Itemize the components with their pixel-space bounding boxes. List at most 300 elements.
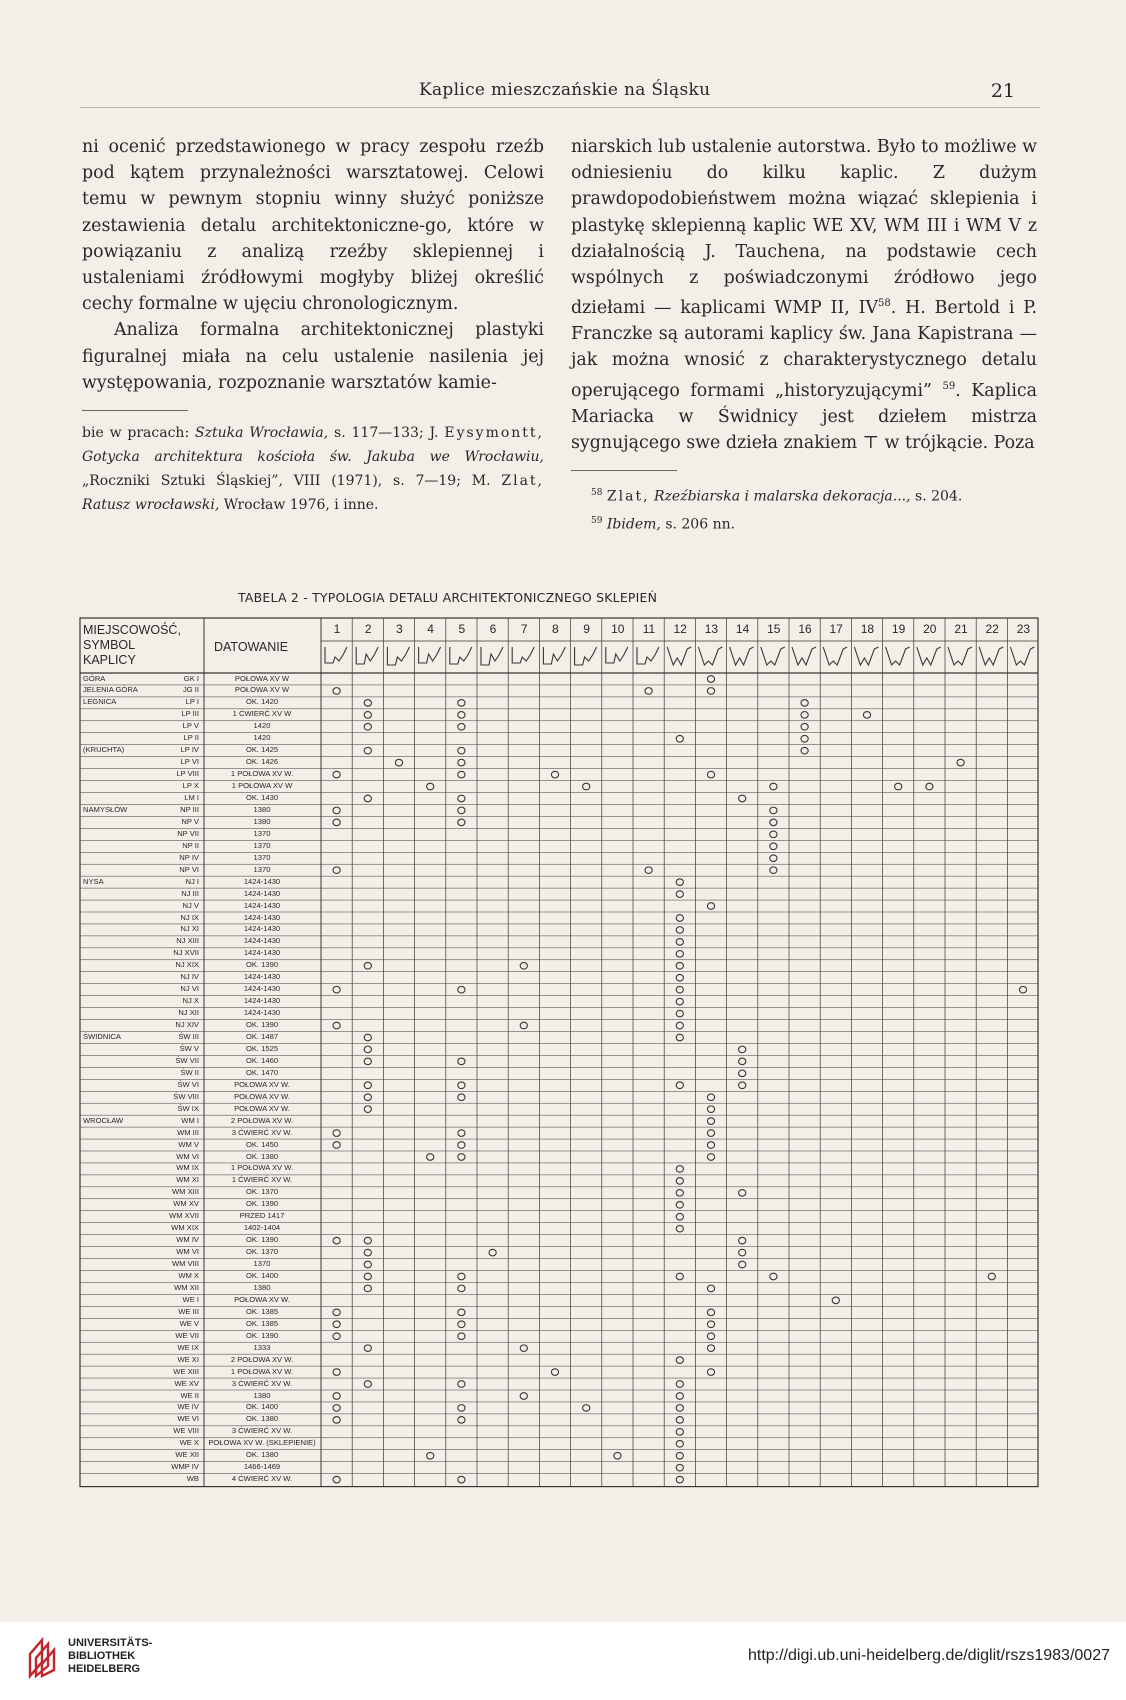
occurrence-mark: [739, 1190, 746, 1197]
row-dating: 1424-1430: [243, 1008, 281, 1018]
occurrence-mark: [333, 771, 340, 778]
occurrence-mark: [676, 915, 683, 922]
molding-profile-icon: [1010, 647, 1034, 665]
row-location: ŚWIDNICA: [83, 1032, 121, 1041]
occurrence-mark: [707, 1309, 714, 1316]
row-dating: POŁOWA XV W.: [234, 1091, 290, 1101]
row-dating: 1402-1404: [243, 1223, 281, 1233]
row-symbol: WM V: [178, 1139, 199, 1149]
row-dating: 3 ĆWIERĆ XV W.: [231, 1378, 293, 1388]
row-symbol: NP II: [182, 840, 199, 850]
occurrence-mark: [707, 1285, 714, 1292]
occurrence-mark: [333, 1130, 340, 1137]
row-symbol: WM X: [178, 1271, 199, 1280]
row-symbol: WE XIII: [173, 1366, 199, 1376]
row-symbol: NJ XVII: [173, 948, 199, 958]
row-symbol: WE VII: [175, 1330, 199, 1340]
column-number: 15: [767, 622, 781, 636]
occurrence-mark: [364, 795, 371, 802]
row-dating: 1370: [253, 840, 271, 850]
occurrence-mark: [770, 1273, 777, 1280]
row-dating: OK. 1380: [245, 1414, 279, 1424]
occurrence-mark: [770, 783, 777, 790]
row-symbol: WE X: [179, 1438, 199, 1448]
occurrence-mark: [676, 998, 683, 1005]
occurrence-mark: [458, 759, 465, 766]
row-dating: OK. 1425: [245, 745, 279, 755]
column-number: 6: [489, 622, 497, 636]
occurrence-mark: [676, 951, 683, 958]
occurrence-mark: [801, 747, 808, 754]
occurrence-mark: [458, 1082, 465, 1089]
occurrence-mark: [707, 1142, 714, 1149]
molding-profile-icon: [481, 647, 503, 665]
molding-profile-icon: [698, 647, 722, 665]
occurrence-mark: [895, 783, 902, 790]
occurrence-mark: [614, 1452, 621, 1459]
occurrence-mark: [583, 783, 590, 790]
occurrence-mark: [520, 1022, 527, 1029]
occurrence-mark: [676, 927, 683, 934]
molding-profile-icon: [667, 647, 691, 665]
column-number: 22: [985, 622, 999, 636]
column-number: 23: [1016, 622, 1031, 636]
row-location: NAMYSŁÓW: [83, 804, 128, 814]
row-dating: OK. 1487: [245, 1032, 279, 1041]
occurrence-mark: [739, 1070, 746, 1077]
occurrence-mark: [739, 1058, 746, 1065]
row-dating: 1333: [253, 1342, 271, 1352]
row-dating: POŁOWA XV W.: [234, 1103, 290, 1113]
row-dating: 2 POŁOWA XV W.: [230, 1354, 294, 1364]
occurrence-mark: [707, 1154, 714, 1161]
row-dating: OK. 1426: [245, 757, 279, 767]
row-symbol: WM XII: [174, 1282, 199, 1292]
source-url[interactable]: http://digi.ub.uni-heidelberg.de/diglit/rszs1983/0027: [747, 1647, 1110, 1664]
row-dating: 3 ĆWIERĆ XV W.: [231, 1127, 293, 1137]
occurrence-mark: [458, 795, 465, 802]
column-number: 9: [583, 622, 590, 636]
occurrence-mark: [676, 974, 683, 981]
occurrence-mark: [707, 1321, 714, 1328]
row-dating: 1424-1430: [243, 948, 281, 958]
row-dating: 1466-1469: [243, 1462, 281, 1472]
row-dating: POŁOWA XV W.: [234, 1079, 290, 1089]
row-symbol: NP VII: [177, 828, 199, 838]
occurrence-mark: [364, 712, 371, 719]
molding-profile-icon: [450, 647, 472, 664]
occurrence-mark: [707, 903, 714, 910]
occurrence-mark: [707, 1345, 714, 1352]
row-location: JELENIA GÓRA: [83, 685, 138, 695]
row-symbol: WM XI: [176, 1175, 199, 1185]
footnote-ref-58[interactable]: 58: [878, 298, 891, 310]
row-symbol: LP V: [182, 721, 199, 731]
molding-profile-icon: [387, 647, 409, 665]
occurrence-mark: [551, 1369, 558, 1376]
column-number: 17: [829, 622, 843, 636]
column-number: 10: [611, 622, 625, 636]
occurrence-mark: [676, 1166, 683, 1173]
row-dating: 1 ĆWIERĆ XV W: [232, 709, 292, 719]
occurrence-mark: [333, 1237, 340, 1244]
row-dating: 1370: [253, 828, 271, 838]
occurrence-mark: [489, 1249, 496, 1256]
column-number: 11: [642, 622, 656, 636]
occurrence-mark: [458, 1321, 465, 1328]
occurrence-mark: [364, 1273, 371, 1280]
row-dating: 1380: [253, 816, 271, 826]
left-paragraph-2: Analiza formalna architektonicznej plastyki figuralnej miała na celu ustalenie nasilenia jej występowania, rozpoznanie warsztatów kamie-: [82, 320, 544, 393]
row-dating: 1370: [253, 852, 271, 862]
molding-profile-icon: [419, 647, 441, 663]
library-name: UNIVERSITÄTS- BIBLIOTHEK HEIDELBERG: [68, 1637, 153, 1675]
occurrence-mark: [707, 1094, 714, 1101]
occurrence-mark: [739, 1046, 746, 1053]
occurrence-mark: [739, 1237, 746, 1244]
molding-profile-icon: [325, 647, 347, 663]
occurrence-mark: [801, 712, 808, 719]
occurrence-mark: [707, 1106, 714, 1113]
molding-profile-icon: [637, 647, 659, 664]
row-dating: OK. 1390: [245, 1199, 279, 1209]
occurrence-mark: [676, 1178, 683, 1185]
occurrence-mark: [364, 1381, 371, 1388]
row-dating: OK. 1400: [245, 1402, 279, 1412]
occurrence-mark: [676, 1393, 683, 1400]
occurrence-mark: [364, 1285, 371, 1292]
column-number: 2: [364, 622, 372, 636]
footnote-continuation: bie w pracach: Sztuka Wrocławia, s. 117—133; J. Eysymontt, Gotycka architektura kościoła św. Jakuba we Wrocławiu, „Roczniki Sztuki Śląskiej”, VIII (1971), s. 7—19; M. Zlat, Ratusz wrocławski, Wrocław 1976, i inne.: [82, 425, 544, 514]
occurrence-mark: [458, 1130, 465, 1137]
row-dating: 4 ĆWIERĆ XV W.: [231, 1474, 293, 1484]
footnote-59: $^{59}$ Ibidem, s. 206 nn.: [591, 515, 736, 533]
occurrence-mark: [333, 1022, 340, 1029]
row-symbol: WE XII: [175, 1450, 199, 1460]
row-dating: 1380: [253, 804, 271, 814]
row-symbol: WM III: [177, 1127, 199, 1137]
molding-profile-icon: [543, 647, 565, 664]
occurrence-mark: [676, 939, 683, 946]
occurrence-mark: [676, 1213, 683, 1220]
row-symbol: LP I: [185, 697, 199, 707]
column-number: 8: [552, 622, 559, 636]
row-dating: OK. 1380: [245, 1151, 279, 1161]
occurrence-mark: [676, 1476, 683, 1483]
occurrence-mark: [364, 1034, 371, 1041]
header-rule: [80, 107, 1040, 108]
row-symbol: WM IX: [176, 1163, 199, 1173]
occurrence-mark: [520, 1393, 527, 1400]
occurrence-mark: [801, 723, 808, 730]
row-symbol: WE VI: [177, 1414, 199, 1424]
row-symbol: WE I: [182, 1294, 199, 1304]
occurrence-mark: [458, 1333, 465, 1340]
occurrence-mark: [395, 759, 402, 766]
occurrence-mark: [458, 1381, 465, 1388]
occurrence-mark: [333, 688, 340, 695]
row-symbol: NP V: [181, 816, 199, 826]
row-symbol: NJ I: [185, 876, 199, 886]
row-symbol: WE V: [179, 1318, 199, 1328]
occurrence-mark: [801, 700, 808, 707]
occurrence-mark: [333, 1393, 340, 1400]
column-number: 20: [923, 622, 937, 636]
occurrence-mark: [458, 1285, 465, 1292]
row-dating: OK. 1390: [245, 1235, 279, 1245]
occurrence-mark: [551, 771, 558, 778]
row-symbol: WB: [186, 1474, 199, 1484]
row-dating: POŁOWA XV W. (SKLEPIENIE): [208, 1438, 316, 1448]
occurrence-mark: [676, 1405, 683, 1412]
occurrence-mark: [739, 1082, 746, 1089]
row-dating: PRZED 1417: [239, 1211, 285, 1221]
occurrence-mark: [333, 1476, 340, 1483]
molding-profile-icon: [575, 647, 597, 665]
column-number: 21: [954, 622, 968, 636]
page-number: 21: [990, 80, 1015, 102]
molding-profile-icon: [730, 647, 754, 665]
row-symbol: NJ XIX: [175, 960, 199, 970]
occurrence-mark: [364, 1094, 371, 1101]
occurrence-mark: [364, 1106, 371, 1113]
occurrence-mark: [707, 1369, 714, 1376]
occurrence-mark: [707, 1118, 714, 1125]
occurrence-mark: [676, 1082, 683, 1089]
row-symbol: LP II: [183, 733, 199, 743]
row-dating: OK. 1420: [245, 697, 279, 707]
row-symbol: WE IX: [177, 1342, 199, 1352]
occurrence-mark: [770, 867, 777, 874]
occurrence-mark: [676, 735, 683, 742]
occurrence-mark: [333, 1321, 340, 1328]
occurrence-mark: [707, 771, 714, 778]
row-symbol: ŚW VII: [175, 1055, 199, 1065]
row-dating: 1380: [253, 1390, 271, 1400]
row-symbol: NJ X: [182, 996, 199, 1006]
occurrence-mark: [676, 1429, 683, 1436]
occurrence-mark: [364, 723, 371, 730]
header-location: MIEJSCOWOŚĆ, SYMBOL KAPLICY: [83, 623, 181, 667]
row-location: GÓRA: [83, 673, 106, 683]
column-number: 14: [735, 622, 750, 636]
row-symbol: WM VIII: [172, 1259, 199, 1269]
row-dating: 1 POŁOWA XV W.: [230, 769, 294, 779]
occurrence-mark: [863, 712, 870, 719]
row-dating: 1370: [253, 1259, 271, 1269]
column-number: 4: [427, 622, 434, 636]
occurrence-mark: [770, 855, 777, 862]
occurrence-mark: [364, 747, 371, 754]
occurrence-mark: [364, 1058, 371, 1065]
occurrence-mark: [645, 688, 652, 695]
row-dating: 1424-1430: [243, 876, 281, 886]
row-symbol: LM I: [184, 793, 199, 802]
occurrence-mark: [676, 1357, 683, 1364]
row-dating: OK. 1470: [245, 1067, 279, 1077]
row-dating: 1424-1430: [243, 972, 281, 982]
column-number: 19: [891, 622, 906, 636]
row-symbol: NP IV: [179, 852, 199, 862]
occurrence-mark: [364, 1249, 371, 1256]
row-symbol: NJ XII: [178, 1008, 199, 1018]
occurrence-mark: [770, 819, 777, 826]
occurrence-mark: [739, 1249, 746, 1256]
occurrence-mark: [458, 771, 465, 778]
row-dating: OK. 1385: [245, 1306, 279, 1316]
occurrence-mark: [364, 1237, 371, 1244]
row-location: NYSA: [83, 876, 104, 886]
molding-profile-icon: [948, 647, 972, 665]
molding-profile-icon: [854, 647, 878, 665]
occurrence-mark: [333, 986, 340, 993]
occurrence-mark: [676, 879, 683, 886]
occurrence-mark: [770, 843, 777, 850]
footnote-ref-59[interactable]: 59: [942, 380, 956, 392]
row-symbol: NJ VI: [180, 984, 199, 994]
occurrence-mark: [364, 1082, 371, 1089]
row-dating: POŁOWA XV W: [234, 673, 290, 683]
row-symbol: ŚW III: [178, 1032, 199, 1041]
occurrence-mark: [707, 1130, 714, 1137]
footnote-rule-right: [571, 470, 677, 471]
occurrence-mark: [676, 1201, 683, 1208]
row-symbol: WE III: [178, 1306, 199, 1316]
row-symbol: NP VI: [179, 864, 199, 874]
occurrence-mark: [676, 891, 683, 898]
row-dating: OK. 1430: [245, 793, 279, 802]
molding-profile-icon: [761, 647, 785, 665]
row-symbol: GK I: [183, 673, 199, 683]
molding-profile-icon: [917, 647, 941, 665]
library-logo-icon: [22, 1636, 62, 1680]
row-dating: OK. 1370: [245, 1187, 279, 1197]
occurrence-mark: [333, 1309, 340, 1316]
occurrence-mark: [333, 819, 340, 826]
occurrence-mark: [645, 867, 652, 874]
occurrence-mark: [676, 1440, 683, 1447]
row-symbol: JG II: [182, 685, 199, 695]
row-dating: OK. 1460: [245, 1055, 279, 1065]
row-dating: OK. 1380: [245, 1450, 279, 1460]
row-dating: OK. 1525: [245, 1043, 279, 1053]
occurrence-mark: [333, 867, 340, 874]
row-dating: POŁOWA XV W: [234, 685, 290, 695]
occurrence-mark: [458, 1094, 465, 1101]
occurrence-mark: [458, 1405, 465, 1412]
row-symbol: WMP IV: [171, 1462, 199, 1472]
occurrence-mark: [676, 1022, 683, 1029]
row-dating: 1424-1430: [243, 984, 281, 994]
occurrence-mark: [676, 1010, 683, 1017]
row-symbol: NJ III: [181, 888, 199, 898]
row-symbol: WM XIX: [171, 1223, 199, 1233]
row-symbol: WM I: [181, 1115, 199, 1125]
occurrence-mark: [364, 1046, 371, 1053]
row-symbol: WM XIII: [172, 1187, 199, 1197]
occurrence-mark: [333, 1405, 340, 1412]
row-symbol: NJ IX: [180, 912, 199, 922]
column-number: 7: [520, 622, 528, 636]
occurrence-mark: [676, 1034, 683, 1041]
occurrence-mark: [458, 1154, 465, 1161]
row-symbol: NJ V: [182, 900, 199, 910]
occurrence-mark: [957, 759, 964, 766]
row-symbol: ŚW VI: [177, 1079, 199, 1089]
molding-profile-icon: [512, 647, 534, 663]
row-symbol: WM IV: [176, 1235, 199, 1245]
occurrence-mark: [458, 723, 465, 730]
occurrence-mark: [333, 1142, 340, 1149]
row-symbol: ŚW V: [179, 1043, 199, 1053]
occurrence-mark: [458, 1476, 465, 1483]
row-dating: 2 POŁOWA XV W.: [230, 1115, 294, 1125]
occurrence-mark: [1019, 986, 1026, 993]
row-dating: 3 ĆWIERĆ XV W.: [231, 1426, 293, 1436]
column-number: 18: [860, 622, 875, 636]
right-column: [571, 134, 1037, 536]
occurrence-mark: [707, 688, 714, 695]
row-symbol: ŚW VIII: [173, 1091, 199, 1101]
row-location: (KRUCHTA): [83, 745, 125, 755]
row-symbol: WM VI: [176, 1151, 199, 1161]
row-symbol: WM XV: [173, 1199, 199, 1209]
occurrence-mark: [739, 1261, 746, 1268]
molding-profile-icon: [606, 647, 628, 663]
left-paragraph-1: ni ocenić przedstawionego w pracy zespołu rzeźb pod kątem przynależności warsztatowej. Celowi temu w pewnym stopniu winny służyć poniższe zestawienia detalu architektoniczne-go, które w powiązaniu z analizą rzeźby sklepiennej i ustaleniami źródłowymi mogłyby bliżej określić cechy formalne w ujęciu chronologicznym.: [82, 137, 544, 315]
row-symbol: ŚW II: [180, 1067, 199, 1077]
row-dating: OK. 1390: [245, 1330, 279, 1340]
row-dating: 1 ĆWIERĆ XV W.: [231, 1175, 293, 1185]
occurrence-mark: [364, 1261, 371, 1268]
row-symbol: WE VIII: [173, 1426, 199, 1436]
row-dating: OK. 1400: [245, 1271, 279, 1280]
molding-profile-icon: [979, 647, 1003, 665]
occurrence-mark: [458, 712, 465, 719]
occurrence-mark: [458, 1273, 465, 1280]
occurrence-mark: [427, 1154, 434, 1161]
occurrence-mark: [458, 1058, 465, 1065]
molding-profile-icon: [823, 647, 847, 665]
occurrence-mark: [832, 1297, 839, 1304]
occurrence-mark: [676, 1452, 683, 1459]
column-number: 12: [673, 622, 687, 636]
row-dating: 1380: [253, 1282, 271, 1292]
row-symbol: WE IV: [177, 1402, 199, 1412]
row-symbol: NJ XI: [180, 924, 199, 934]
running-head-title: Kaplice mieszczańskie na Śląsku: [419, 80, 711, 100]
occurrence-mark: [364, 1345, 371, 1352]
row-dating: 1424-1430: [243, 924, 281, 934]
left-column: [82, 134, 544, 517]
row-dating: OK. 1390: [245, 1020, 279, 1030]
row-symbol: LP X: [182, 781, 199, 791]
occurrence-mark: [333, 1369, 340, 1376]
column-number: 5: [458, 622, 466, 636]
table-title: TABELA 2 - TYPOLOGIA DETALU ARCHITEKTONICZNEGO SKLEPIEŃ: [238, 590, 658, 605]
row-symbol: NP III: [180, 804, 199, 814]
occurrence-mark: [676, 1417, 683, 1424]
occurrence-mark: [458, 747, 465, 754]
column-number: 13: [704, 622, 719, 636]
row-symbol: WE XV: [174, 1378, 199, 1388]
row-symbol: NJ XIII: [176, 936, 199, 946]
row-dating: 1424-1430: [243, 900, 281, 910]
row-dating: 1370: [253, 864, 271, 874]
column-number: 16: [798, 622, 812, 636]
occurrence-mark: [676, 1225, 683, 1232]
row-symbol: LP III: [181, 709, 199, 719]
